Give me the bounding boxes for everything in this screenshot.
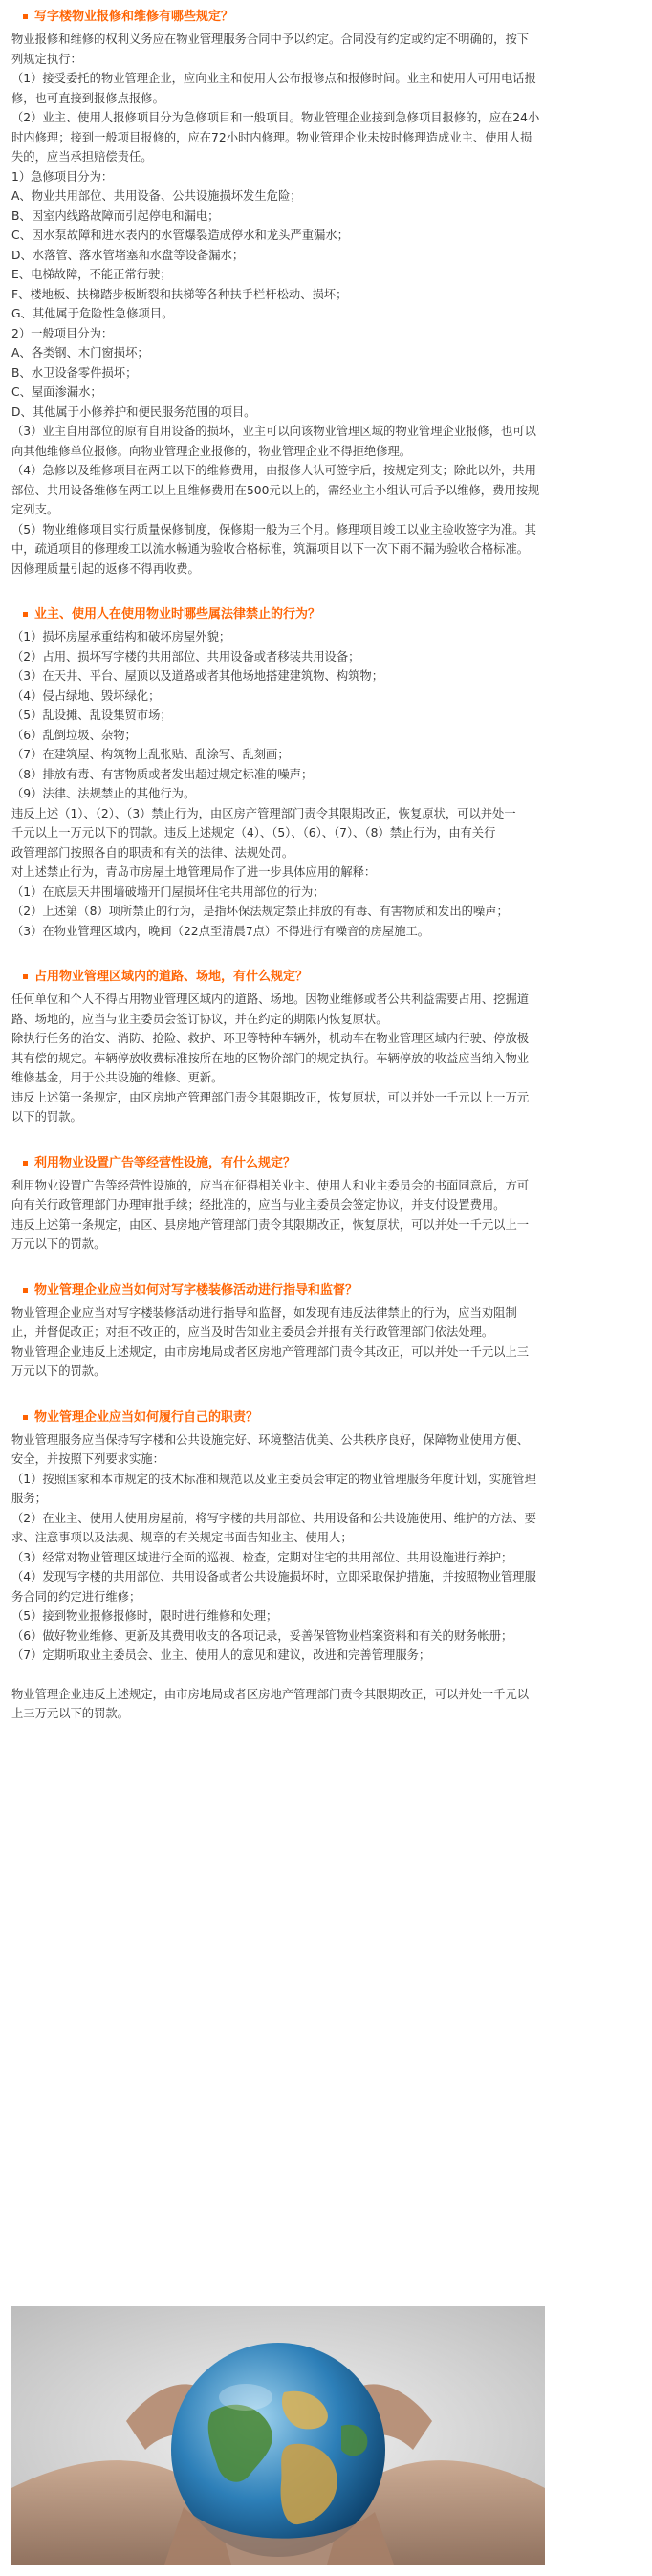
paragraph-line: （6）乱倒垃圾、杂物； — [11, 728, 137, 742]
paragraph-line: （7）在建筑屋、构筑物上乱张贴、乱涂写、乱刻画； — [11, 748, 290, 761]
spacer — [11, 941, 642, 960]
paragraph-line: （3）经常对物业管理区域进行全面的巡视、检查，定期对住宅的共用部位、共用设施进行养护； — [11, 1550, 513, 1564]
paragraph-line: （1）接受委托的物业管理企业，应向业主和使用人公布报修点和报修时间。业主和使用人可用电话报 — [11, 72, 536, 85]
section-renovation-supervision — [11, 1281, 642, 1382]
paragraph-line: 以下的罚款。 — [11, 1110, 82, 1124]
section-title: 占用物业管理区域内的道路、场地，有什么规定？ — [11, 968, 642, 986]
spacer — [11, 1666, 642, 1685]
section-prohibited — [11, 605, 642, 941]
paragraph-line: （1）在底层天井围墙破墙开门屋损坏住宅共用部位的行为； — [11, 884, 325, 899]
paragraph-line: （4）急修以及维修项目在两工以下的维修费用，由报修人认可签字后，按规定列支；除此以外，共用 — [11, 464, 536, 477]
paragraph-line: （2）占用、损坏写字楼的共用部位、共用设备或者移装共用设备； — [11, 649, 360, 664]
paragraph-line: （8）排放有毒、有害物质或者发出超过规定标准的噪声； — [11, 767, 314, 781]
paragraph-line: E、电梯故障，不能正常行驶； — [11, 268, 172, 281]
paragraph-line: 物业管理企业应当对写字楼装修活动进行指导和监督，如发现有违反法律禁止的行为，应当劝阻制 — [11, 1305, 517, 1320]
paragraph-line: A、物业共用部位、共用设备、公共设施损坏发生危险； — [11, 189, 302, 203]
paragraph-line: （7）定期听取业主委员会、业主、使用人的意见和建议，改进和完善管理服务； — [11, 1648, 431, 1662]
paragraph-line: 止，并督促改正；对拒不改正的，应当及时告知业主委员会并报有关行政管理部门依法处理。 — [11, 1325, 494, 1339]
paragraph-line: 因修理质量引起的返修不得再收费。 — [11, 561, 200, 576]
paragraph-line: 违反上述第一条规定，由区房地产管理部门责令其限期改正，恢复原状，可以并处一千元以上一万元 — [11, 1090, 530, 1104]
bullet-icon — [23, 1161, 28, 1166]
paragraph-line: （1）损坏房屋承重结构和破坏房屋外貌； — [11, 630, 231, 644]
bullet-icon — [23, 1415, 28, 1420]
paragraph-line: 违反上述第一条规定，由区、县房地产管理部门责令其限期改正，恢复原状，可以并处一千元以上一 — [11, 1217, 530, 1232]
paragraph-line: （1）按照国家和本市规定的技术标准和规范以及业主委员会审定的物业管理服务年度计划，实施管理 — [11, 1472, 536, 1486]
paragraph-line: （2）业主、使用人报修项目分为急修项目和一般项目。物业管理企业接到急修项目报修的，应在24小 — [11, 111, 540, 124]
section-title: 业主、使用人在使用物业时哪些属法律禁止的行为？ — [11, 605, 642, 623]
section-body — [11, 627, 642, 941]
paragraph-line: 列规定执行： — [11, 52, 82, 66]
paragraph-line: 物业报修和维修的权利义务应在物业管理服务合同中予以约定。合同没有约定或约定不明确的，按下 — [11, 33, 530, 46]
paragraph-line: 任何单位和个人不得占用物业管理区域内的道路、场地。因物业维修或者公共利益需要占用、挖掘道 — [11, 993, 530, 1006]
bullet-icon — [23, 974, 28, 979]
paragraph-line: 物业管理企业违反上述规定，由市房地局或者区房地产管理部门责令其改正，可以并处一千元以上三 — [11, 1344, 530, 1359]
paragraph-line: 物业管理服务应当保持写字楼和公共设施完好、环境整洁优美、公共秩序良好，保障物业使用方便、 — [11, 1432, 530, 1447]
paragraph-line: 务合同的约定进行维修； — [11, 1589, 141, 1604]
spacer — [11, 1255, 642, 1274]
paragraph-line: （3）在天井、平台、屋顶以及道路或者其他场地搭建建筑物、构筑物； — [11, 669, 384, 683]
section-title: 物业管理企业应当如何对写字楼装修活动进行指导和监督？ — [11, 1281, 642, 1299]
section-body — [11, 990, 642, 1127]
paragraph-line: A、各类钢、木门窗损坏； — [11, 346, 149, 360]
section-title: 写字楼物业报修和维修有哪些规定？ — [11, 8, 642, 26]
paragraph-line: 维修基金，用于公共设施的维修、更新。 — [11, 1071, 224, 1084]
paragraph-line: 对上述禁止行为，青岛市房屋土地管理局作了进一步具体应用的解释： — [11, 865, 377, 879]
paragraph-line: （3）业主自用部位的原有自用设备的损坏，业主可以向该物业管理区域的物业管理企业报修，也可以 — [11, 425, 536, 438]
paragraph-line: B、因室内线路故障而引起停电和漏电； — [11, 208, 220, 223]
paragraph-line: 服务； — [11, 1492, 47, 1505]
paragraph-line: D、其他属于小修养护和便民服务范围的项目。 — [11, 404, 256, 419]
section-road-occupation — [11, 968, 642, 1127]
section-body — [11, 1303, 642, 1382]
paragraph-line: 1）急修项目分为： — [11, 169, 114, 184]
paragraph-line: 中，疏通项目的修理竣工以流水畅通为验收合格标准，筑漏项目以下一次下雨不漏为验收合格标准。 — [11, 542, 530, 556]
section-title: 利用物业设置广告等经营性设施，有什么规定？ — [11, 1154, 642, 1172]
section-body — [11, 1176, 642, 1255]
paragraph-line: 上三万元以下的罚款。 — [11, 1707, 129, 1720]
paragraph-line: 千元以上一万元以下的罚款。违反上述规定（4）、（5）、（6）、（7）、（8）禁止行为，由有关行 — [11, 826, 496, 840]
spacer — [11, 1127, 642, 1146]
paragraph-line: 其有偿的规定。车辆停放收费标准按所在地的区物价部门的规定执行。车辆停放的收益应当纳入物业 — [11, 1051, 530, 1065]
paragraph-line: 物业管理企业违反上述规定，由市房地局或者区房地产管理部门责令其限期改正，可以并处一千元以 — [11, 1687, 530, 1701]
paragraph-line: （5）接到物业报修报修时，限时进行维修和处理； — [11, 1609, 278, 1623]
paragraph-line: （3）在物业管理区域内，晚间（22点至清晨7点）不得进行有噪音的房屋施工。 — [11, 924, 430, 938]
paragraph-line: 失的，应当承担赔偿责任。 — [11, 150, 153, 164]
paragraph-line: （4）发现写字楼的共用部位、共用设备或者公共设施损坏时，立即采取保护措施，并按照物业管理服 — [11, 1570, 536, 1583]
section-duties — [11, 1408, 642, 1666]
section-repair — [11, 8, 642, 579]
paragraph-line: 求、注意事项以及法规、规章的有关规定书面告知业主、使用人； — [11, 1531, 353, 1544]
paragraph-line: 路、场地的，应当与业主委员会签订协议，并在约定的期限内恢复原状。 — [11, 1012, 388, 1026]
paragraph-line: 向有关行政管理部门办理审批手续；经批准的，应当与业主委员会签定协议，并支付设置费用。 — [11, 1198, 506, 1212]
bullet-icon — [23, 1288, 28, 1293]
section-advertising — [11, 1154, 642, 1255]
section-body — [11, 1430, 642, 1666]
paragraph-line: 除执行任务的治安、消防、抢险、救护、环卫等特种车辆外，机动车在物业管理区域内行驶、停放极 — [11, 1032, 530, 1045]
paragraph-line: 政管理部门按照各自的职责和有关的法律、法规处罚。 — [11, 845, 294, 860]
paragraph-line: 定列支。 — [11, 503, 59, 516]
paragraph-line: 向其他维修单位报修。向物业管理企业报修的，物业管理企业不得拒绝修理。 — [11, 444, 412, 458]
paragraph-line: 2）一般项目分为： — [11, 326, 114, 340]
globe-in-hands-image — [11, 2306, 545, 2565]
paragraph-line: （5）乱设摊、乱设集贸市场； — [11, 709, 172, 722]
bullet-icon — [23, 14, 28, 19]
paragraph-line: （2）上述第（8）项所禁止的行为，是指坏保法规定禁止排放的有毒、有害物质和发出的噪声； — [11, 905, 509, 918]
section-title: 物业管理企业应当如何履行自己的职责？ — [11, 1408, 642, 1427]
paragraph-line: 部位、共用设备维修在两工以上且维修费用在500元以上的，需经业主小组认可后予以维修，费用按规 — [11, 483, 540, 497]
paragraph-line: 时内修理；接到一般项目报修的，应在72小时内修理。物业管理企业未按时修理造成业主、使用人损 — [11, 130, 532, 144]
spacer — [11, 579, 642, 598]
paragraph-line: 修，也可直接到报修点报修。 — [11, 91, 164, 105]
bullet-icon — [23, 612, 28, 617]
article — [11, 0, 642, 1724]
paragraph-line: D、水落管、落水管堵塞和水盘等设备漏水； — [11, 248, 245, 262]
paragraph-line: F、楼地板、扶梯踏步板断裂和扶梯等各种扶手栏杆松动、损坏； — [11, 287, 348, 301]
paragraph-line: （5）物业维修项目实行质量保修制度，保修期一般为三个月。修理项目竣工以业主验收签字为准。其 — [11, 522, 536, 536]
paragraph-line: B、水卫设备零件损坏； — [11, 365, 138, 380]
paragraph-line: C、因水泵故障和进水表内的水管爆裂造成停水和龙头严重漏水； — [11, 229, 349, 242]
globe-photo-icon — [11, 2306, 545, 2565]
paragraph-line: C、屋面渗漏水； — [11, 385, 102, 399]
paragraph-line: 安全，并按照下列要求实施： — [11, 1452, 164, 1466]
paragraph-line: （4）侵占绿地、毁坏绿化； — [11, 688, 161, 703]
paragraph-line: 利用物业设置广告等经营性设施的，应当在征得相关业主、使用人和业主委员会的书面同意后，方可 — [11, 1178, 530, 1192]
spacer — [11, 1382, 642, 1401]
paragraph-line: G、其他属于危险性急修项目。 — [11, 307, 174, 320]
section-body — [11, 30, 642, 579]
closing-paragraph — [11, 1685, 642, 1724]
paragraph-line: （6）做好物业维修、更新及其费用收支的各项记录，妥善保管物业档案资料和有关的财务帐册； — [11, 1628, 513, 1643]
paragraph-line: 违反上述（1）、（2）、（3）禁止行为，由区房产管理部门责令其限期改正，恢复原状，可以并处一 — [11, 806, 516, 820]
paragraph-line: 万元以下的罚款。 — [11, 1364, 106, 1378]
paragraph-line: （2）在业主、使用人使用房屋前，将写字楼的共用部位、共用设备和公共设施使用、维护的方法、要 — [11, 1511, 536, 1525]
paragraph-line: （9）法律、法规禁止的其他行为。 — [11, 787, 196, 800]
paragraph-line: 万元以下的罚款。 — [11, 1237, 106, 1251]
